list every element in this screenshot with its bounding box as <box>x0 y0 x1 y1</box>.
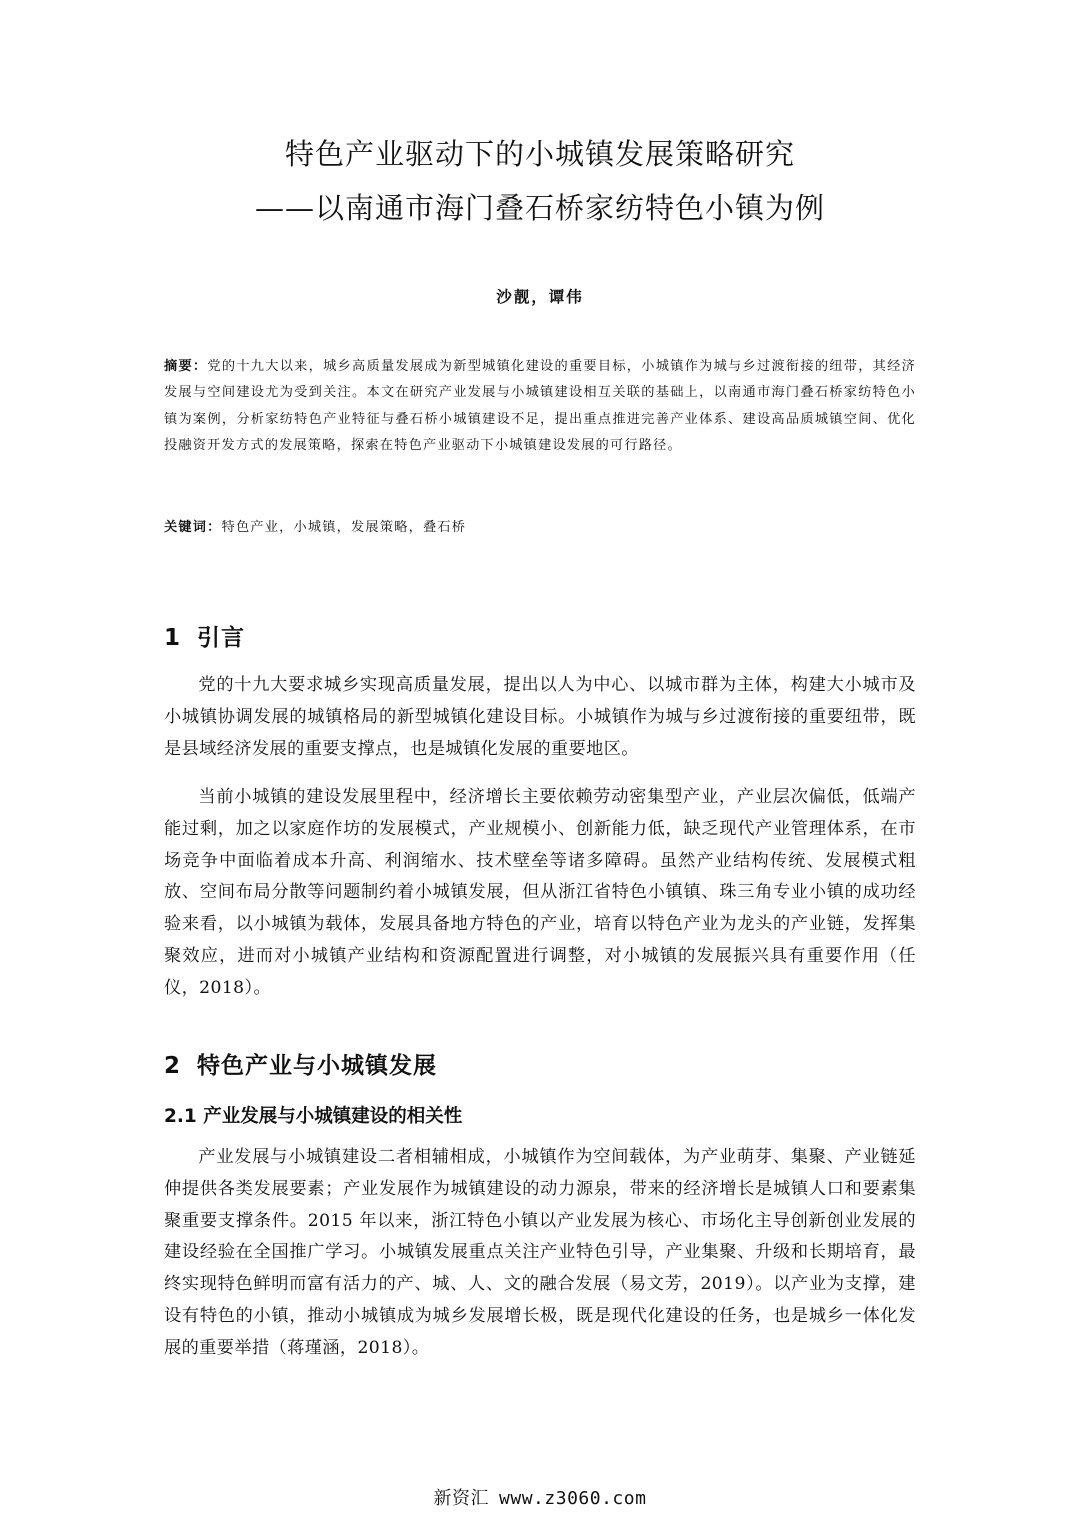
subsection-2-1-heading <box>164 1102 462 1128</box>
keywords-label: 关键词： <box>164 520 222 535</box>
paper-subtitle: ——以南通市海门叠石桥家纺特色小镇为例 <box>254 191 825 225</box>
footer-site-name: 新资汇 <box>433 1488 490 1509</box>
paper-title: 特色产业驱动下的小城镇发展策略研究 <box>284 137 795 171</box>
subsection-title: 产业发展与小城镇建设的相关性 <box>203 1106 463 1127</box>
section-title: 引言 <box>197 625 246 651</box>
paragraph: 当前小城镇的建设发展里程中，经济增长主要依赖劳动密集型产业，产业层次偏低，低端产能过剩，加之以家庭作坊的发展模式，产业规模小、创新能力低，缺乏现代产业管理体系，在市场竞争中面临着成本升高、利润缩水、技术壁垒等诸多障碍。虽然产业结构传统、发展模式粗放、空间布局分散等问题制约着小城镇发展，但从浙江省特色小镇镇、珠三角专业小镇的成功经验来看，以小城镇为载体，发展具备地方特色的产业，培育以特色产业为龙头的产业链，发挥集聚效应，进而对小城镇产业结构和资源配置进行调整，对小城镇的发展振兴具有重要作用（任仪，2018）。 <box>164 787 916 998</box>
keywords <box>164 516 916 535</box>
section-number: 2 <box>164 1053 182 1079</box>
section-title: 特色产业与小城镇发展 <box>197 1053 438 1079</box>
footer-watermark <box>0 1484 1080 1510</box>
section-1-heading <box>164 619 245 652</box>
subsection-number: 2.1 <box>164 1106 197 1127</box>
abstract-text: 党的十九大以来，城乡高质量发展成为新型城镇化建设的重要目标，小城镇作为城与乡过渡衔接的纽带，其经济发展与空间建设尤为受到关注。本文在研究产业发展与小城镇建设相互关联的基础上，以南通市海门叠石桥家纺特色小镇为案例，分析家纺特色产业特征与叠石桥小城镇建设不足，提出重点推进完善产业体系、建设高品质城镇空间、优化投融资开发方式的发展策略，探索在特色产业驱动下小城镇建设发展的可行路径。 <box>164 359 916 453</box>
section-2-heading <box>164 1047 437 1080</box>
authors: 沙靓，谭伟 <box>496 287 584 306</box>
paragraph: 党的十九大要求城乡实现高质量发展，提出以人为中心、以城市群为主体，构建大小城市及小城镇协调发展的城镇格局的新型城镇化建设目标。小城镇作为城与乡过渡衔接的重要纽带，既是县域经济发展的重要支撑点，也是城镇化发展的重要地区。 <box>164 675 916 759</box>
abstract-label: 摘要： <box>164 359 208 374</box>
abstract <box>164 354 916 459</box>
footer-url[interactable]: www.z3060.com <box>499 1488 647 1509</box>
section-number: 1 <box>164 625 182 651</box>
paragraph: 产业发展与小城镇建设二者相辅相成，小城镇作为空间载体，为产业萌芽、集聚、产业链延伸提供各类发展要素；产业发展作为城镇建设的动力源泉，带来的经济增长是城镇人口和要素集聚重要支撑条件。2015 年以来，浙江特色小镇以产业发展为核心、市场化主导创新创业发展的建设经验在全国推广学习。小城镇发展重点关注产业特色引导，产业集聚、升级和长期培育，最终实现特色鲜明而富有活力的产、城、人、文的融合发展（易文芳，2019）。以产业为支撑，建设有特色的小镇，推动小城镇成为城乡发展增长极，既是现代化建设的任务，也是城乡一体化发展的重要举措（蒋瑾涵，2018）。 <box>164 1147 916 1358</box>
keywords-text: 特色产业，小城镇，发展策略，叠石桥 <box>221 520 467 535</box>
